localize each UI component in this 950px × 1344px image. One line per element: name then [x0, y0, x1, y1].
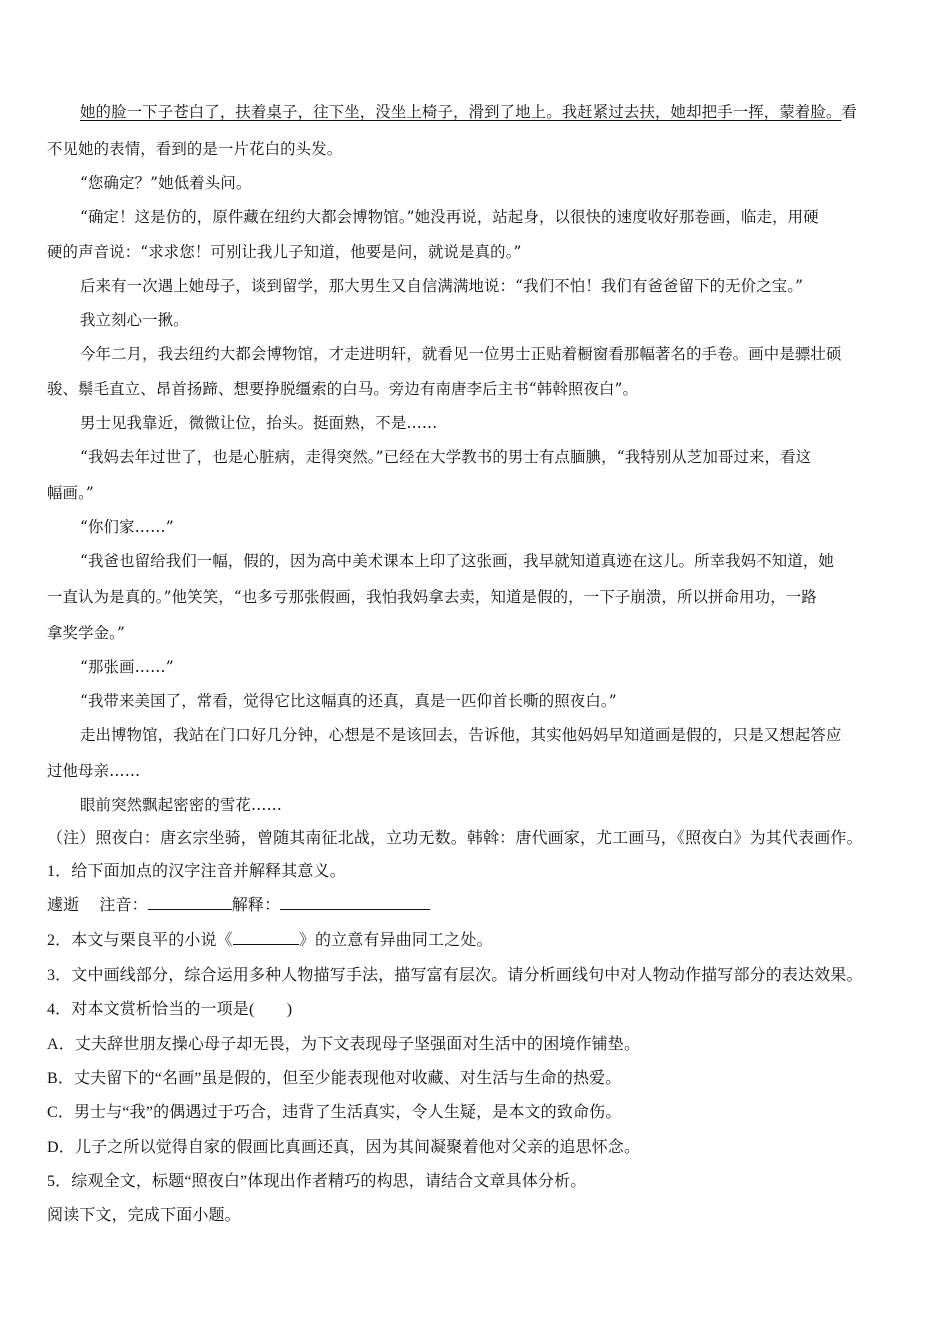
paragraph-line: 幅画。” [47, 484, 94, 502]
meaning-blank[interactable] [280, 895, 430, 910]
pinyin-label: 注音： [99, 897, 148, 914]
paragraph-line: 一直认为是真的。”他笑笑，“也多亏那张假画，我怕我妈拿去卖，知道是假的，一下子崩溃，所以拼命用功，一路 [47, 588, 817, 606]
question-1: 1．给下面加点的汉字注音并解释其意义。 [47, 863, 346, 880]
next-section-instruction: 阅读下文，完成下面小题。 [47, 1207, 241, 1224]
paragraph-line: “您确定？”她低着头问。 [80, 174, 252, 192]
paragraph-line: 她的脸一下子苍白了，扶着桌子，往下坐，没坐上椅子，滑到了地上。我赶紧过去扶，她却把手一挥，蒙着脸。看 [80, 103, 858, 121]
paragraph-line: 硬的声音说：“求求您！可别让我儿子知道，他要是问，就说是真的。” [47, 243, 522, 261]
paragraph-line: 骏、鬃毛直立、昂首扬蹄、想要挣脱缰索的白马。旁边有南唐李后主书“韩斡照夜白”。 [47, 380, 639, 398]
paragraph-line: “我爸也留给我们一幅，假的，因为高中美术课本上印了这张画，我早就知道真迹在这儿。所幸我妈不知道，她 [80, 552, 834, 570]
underlined-sentence: 她的脸一下子苍白了，扶着桌子，往下坐，没坐上椅子，滑到了地上。我赶紧过去扶，她却把手一挥，蒙着脸。 [80, 103, 842, 121]
paragraph-line: “确定！这是仿的，原件藏在纽约大都会博物馆。”她没再说，站起身，以很快的速度收好那卷画，临走，用硬 [80, 208, 819, 226]
paragraph-line: 走出博物馆，我站在门口好几分钟，心想是不是该回去，告诉他，其实他妈妈早知道画是假的，只是又想起答应 [80, 726, 842, 744]
question-5: 5．综观全文，标题“照夜白”体现出作者精巧的构思，请结合文章具体分析。 [47, 1173, 587, 1190]
paragraph-line: 今年二月，我去纽约大都会博物馆，才走进明轩，就看见一位男士正贴着橱窗看那幅著名的手卷。画中是骠壮硕 [80, 345, 842, 363]
paragraph-line: 过他母亲…… [47, 762, 141, 780]
dotted-word: 遽逝 [47, 897, 80, 914]
option-a: A．丈夫辞世朋友操心母子却无畏，为下文表现母子坚强面对生活中的困境作铺垫。 [47, 1036, 641, 1053]
paragraph-line: 我立刻心一揪。 [80, 311, 189, 329]
option-b: B．丈夫留下的“名画”虽是假的，但至少能表现他对收藏、对生活与生命的热爱。 [47, 1070, 622, 1087]
paragraph-line: 不见她的表情，看到的是一片花白的头发。 [47, 140, 343, 158]
paragraph-line: 眼前突然飘起密密的雪花…… [80, 796, 283, 814]
pinyin-blank[interactable] [148, 895, 232, 910]
paragraph-line: 男士见我靠近，微微让位，抬头。挺面熟，不是…… [80, 414, 438, 432]
paragraph-line: “你们家……” [80, 518, 174, 536]
title-blank[interactable] [233, 930, 299, 945]
question-4: 4．对本文赏析恰当的一项是( ) [47, 1001, 293, 1018]
paragraph-line: “那张画……” [80, 658, 174, 676]
footnote: （注）照夜白：唐玄宗坐骑，曾随其南征北战，立功无数。韩斡：唐代画家，尤工画马，《照夜白》为其代表画作。 [47, 830, 863, 847]
question-2: 2．本文与栗良平的小说《 》的立意有异曲同工之处。 [47, 932, 493, 949]
option-c: C．男士与“我”的偶遇过于巧合，违背了生活真实，令人生疑，是本文的致命伤。 [47, 1104, 622, 1121]
paragraph-line: 后来有一次遇上她母子，谈到留学，那大男生又自信满满地说：“我们不怕！我们有爸爸留下的无价之宝。” [80, 277, 804, 295]
meaning-label: 解释： [231, 897, 281, 914]
paragraph-line: “我带来美国了，常看，觉得它比这幅真的还真，真是一匹仰首长嘶的照夜白。” [80, 692, 617, 710]
paragraph-line: “我妈去年过世了，也是心脏病，走得突然。”已经在大学教书的男士有点腼腆，“我特别从芝加哥过来，看这 [80, 448, 812, 466]
paragraph-line: 拿奖学金。” [47, 624, 126, 642]
question-1-answer-line [47, 895, 430, 917]
option-d: D．儿子之所以觉得自家的假画比真画还真，因为其间凝聚着他对父亲的追思怀念。 [47, 1139, 641, 1156]
question-3: 3．文中画线部分，综合运用多种人物描写手法，描写富有层次。请分析画线句中对人物动作描写部分的表达效果。 [47, 967, 863, 984]
